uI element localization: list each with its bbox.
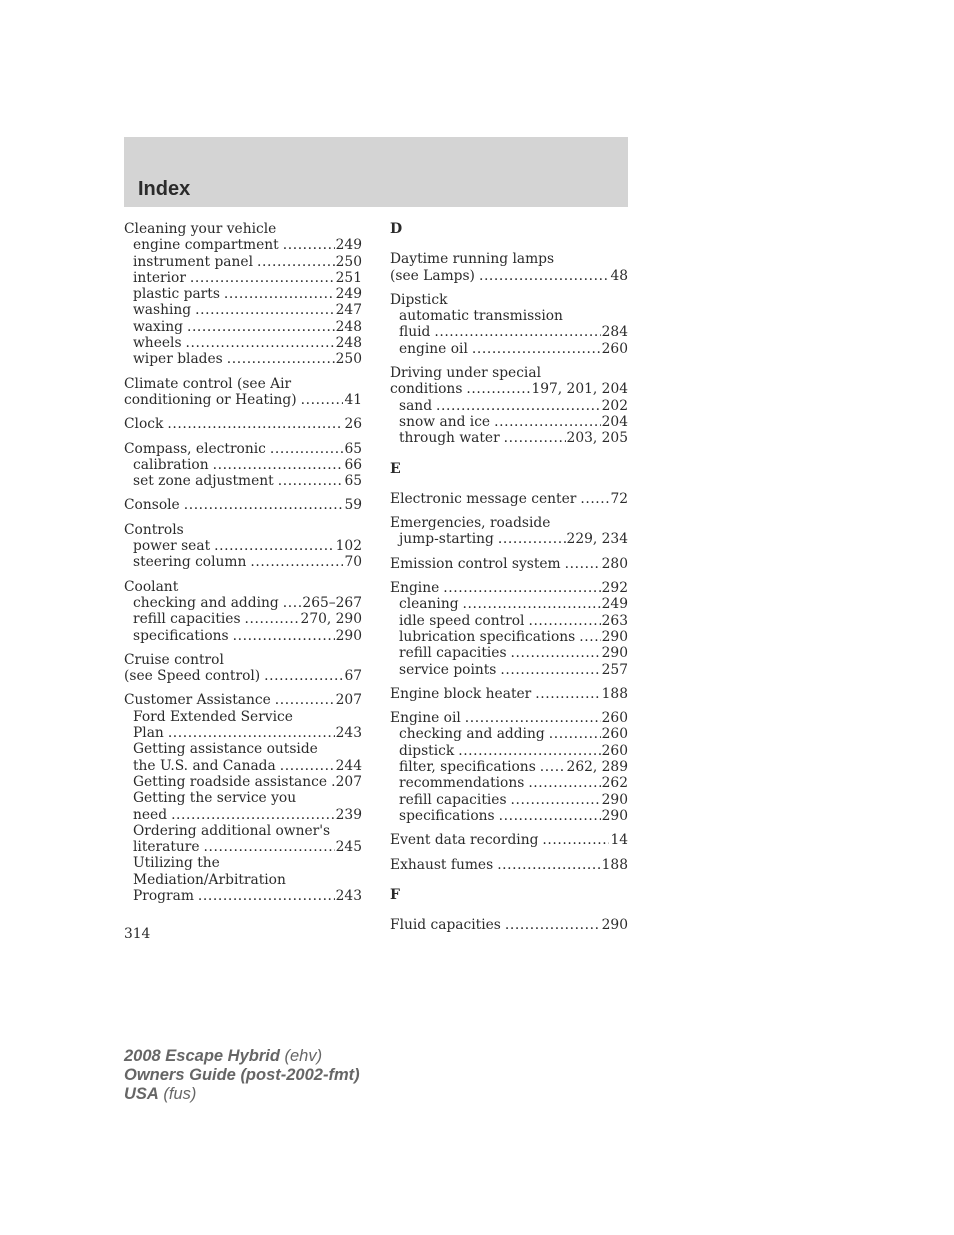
page-reference: 59 <box>344 497 362 514</box>
index-subentry <box>124 302 362 318</box>
page-reference: 202 <box>601 397 628 414</box>
dot-leader <box>250 554 343 570</box>
index-subentry <box>390 759 628 775</box>
index-heading <box>124 497 362 513</box>
entry-text: Compass, electronic <box>124 440 266 457</box>
dot-leader <box>331 774 335 790</box>
page-reference: 102 <box>335 538 362 555</box>
index-entry <box>390 556 628 572</box>
index-heading <box>124 441 362 457</box>
page-reference: 260 <box>601 742 628 759</box>
index-subentry <box>390 726 628 742</box>
dot-leader <box>535 686 600 702</box>
index-subentry <box>124 628 362 644</box>
page-reference: 245 <box>335 839 362 856</box>
index-heading <box>390 857 628 873</box>
page-reference: 244 <box>335 757 362 774</box>
index-subentry <box>124 351 362 367</box>
dot-leader <box>497 857 600 873</box>
entry-text: engine compartment <box>133 237 279 254</box>
dot-leader <box>214 538 335 554</box>
index-subentry <box>124 335 362 351</box>
dot-leader <box>167 416 343 432</box>
index-subentry <box>124 270 362 286</box>
page-reference: 197, 201, 204 <box>531 381 628 398</box>
dot-leader <box>434 324 600 340</box>
dot-leader <box>270 441 344 457</box>
entry-text: engine oil <box>399 340 468 357</box>
entry-text: Emission control system <box>390 555 561 572</box>
dot-leader <box>186 335 335 351</box>
page-reference: 250 <box>335 351 362 368</box>
entry-text: Plan <box>133 725 164 742</box>
index-entry <box>390 832 628 848</box>
index-column-left <box>124 221 362 912</box>
page-reference: 41 <box>344 391 362 408</box>
index-entry <box>124 376 362 409</box>
page-reference: 263 <box>601 612 628 629</box>
page-reference: 48 <box>610 267 628 284</box>
page-reference: 188 <box>601 685 628 702</box>
index-subentry <box>124 839 362 855</box>
dot-leader <box>505 917 601 933</box>
entry-text: refill capacities <box>399 645 507 662</box>
header-band <box>124 137 628 207</box>
page-reference: 65 <box>344 440 362 457</box>
page-reference: 249 <box>335 237 362 254</box>
section-letter: E <box>390 460 401 477</box>
index-heading <box>390 381 628 397</box>
entry-text: power seat <box>133 538 211 555</box>
index-subentry <box>390 398 628 414</box>
index-subentry <box>124 457 362 473</box>
index-heading <box>124 376 362 392</box>
dot-leader <box>278 473 344 489</box>
index-subentry <box>124 758 362 774</box>
dot-leader <box>204 839 335 855</box>
entry-text: Mediation/Arbitration <box>133 871 286 888</box>
dot-leader <box>184 497 344 513</box>
entry-text: Getting assistance outside <box>133 741 318 758</box>
entry-text: jump-starting <box>399 531 494 548</box>
index-heading <box>390 580 628 596</box>
index-heading <box>124 392 362 408</box>
dot-leader <box>264 668 343 684</box>
index-heading <box>124 579 362 595</box>
entry-text: Driving under special <box>390 365 541 382</box>
index-entry <box>390 515 628 548</box>
dot-leader <box>436 398 601 414</box>
index-entry <box>124 441 362 490</box>
dot-leader <box>528 775 600 791</box>
index-entry <box>124 221 362 368</box>
dot-leader <box>500 662 600 678</box>
index-subentry <box>124 888 362 904</box>
page-reference: 66 <box>344 456 362 473</box>
footer <box>124 1047 360 1104</box>
index-subentry <box>124 595 362 611</box>
entry-text: Program <box>133 887 194 904</box>
entry-text: washing <box>133 302 192 319</box>
entry-text: lubrication specifications <box>399 628 576 645</box>
page-reference: 249 <box>601 596 628 613</box>
dot-leader <box>542 832 609 848</box>
dot-leader <box>283 237 335 253</box>
entry-text: sand <box>399 397 433 414</box>
index-subentry <box>390 414 628 430</box>
entry-text: Cleaning your vehicle <box>124 221 277 237</box>
entry-text: Getting the service you <box>133 790 297 807</box>
entry-text: Ordering additional owner's <box>133 822 331 839</box>
entry-text: service points <box>399 661 497 678</box>
entry-text: Cruise control <box>124 651 224 668</box>
footer-line-3: USA (fus) <box>124 1085 197 1103</box>
dot-leader <box>472 341 601 357</box>
index-heading <box>124 668 362 684</box>
index-subentry <box>390 792 628 808</box>
footer-line-2: Owners Guide (post-2002-fmt) <box>124 1066 360 1084</box>
page-reference: 26 <box>344 416 362 433</box>
entry-text: conditioning or Heating) <box>124 391 297 408</box>
dot-leader <box>463 596 601 612</box>
section-letter: F <box>390 886 400 903</box>
dot-leader <box>498 531 566 547</box>
page-reference: 207 <box>335 773 362 790</box>
index-subentry <box>124 709 362 725</box>
index-entry <box>390 710 628 824</box>
entry-text: specifications <box>133 627 229 644</box>
entry-text: Engine block heater <box>390 685 532 702</box>
index-subentry <box>390 308 628 324</box>
page-reference: 188 <box>601 856 628 873</box>
index-subentry <box>124 823 362 839</box>
entry-text: Daytime running lamps <box>390 251 555 268</box>
page-reference: 248 <box>335 335 362 352</box>
entry-text: Engine <box>390 580 440 597</box>
entry-text: Ford Extended Service <box>133 708 293 725</box>
entry-text: set zone adjustment <box>133 473 274 490</box>
section-letter: D <box>390 221 403 237</box>
index-heading <box>124 652 362 668</box>
dot-leader <box>540 759 566 775</box>
entry-text: Dipstick <box>390 291 448 308</box>
index-heading <box>390 686 628 702</box>
entry-text: literature <box>133 839 200 856</box>
dot-leader <box>227 351 335 367</box>
dot-leader <box>494 414 601 430</box>
entry-text: checking and adding <box>399 726 545 743</box>
page-reference: 204 <box>601 413 628 430</box>
dot-leader <box>190 270 335 286</box>
index-subentry <box>390 430 628 446</box>
entry-text: Climate control (see Air <box>124 375 292 392</box>
entry-text: Exhaust fumes <box>390 856 494 873</box>
entry-text: checking and adding <box>133 594 279 611</box>
index-subentry <box>124 473 362 489</box>
index-entry <box>390 857 628 873</box>
page-reference: 243 <box>335 887 362 904</box>
dot-leader <box>198 888 335 904</box>
index-subentry <box>390 596 628 612</box>
page-reference: 290 <box>601 645 628 662</box>
index-entry <box>124 692 362 904</box>
dot-leader <box>465 710 601 726</box>
entry-text: (see Lamps) <box>390 267 475 284</box>
entry-text: instrument panel <box>133 253 253 270</box>
index-subentry <box>124 286 362 302</box>
index-subentry <box>390 775 628 791</box>
dot-leader <box>187 319 335 335</box>
index-subentry <box>124 611 362 627</box>
dot-leader <box>245 611 300 627</box>
entry-text: cleaning <box>399 596 459 613</box>
index-heading <box>124 416 362 432</box>
index-heading <box>124 221 362 237</box>
index-subentry <box>390 743 628 759</box>
page-reference: 257 <box>601 661 628 678</box>
index-entry <box>390 917 628 933</box>
index-subentry <box>124 790 362 806</box>
index-heading <box>390 556 628 572</box>
index-subentry <box>124 538 362 554</box>
page-reference: 270, 290 <box>300 611 362 628</box>
index-heading <box>390 710 628 726</box>
index-subentry <box>124 319 362 335</box>
index-heading <box>390 365 628 381</box>
page-reference: 262 <box>601 775 628 792</box>
index-subentry <box>124 807 362 823</box>
dot-leader <box>168 725 335 741</box>
page-reference: 290 <box>601 628 628 645</box>
entry-text: idle speed control <box>399 612 525 629</box>
entry-text: Engine oil <box>390 710 461 727</box>
index-entry <box>124 522 362 571</box>
entry-text: Event data recording <box>390 832 539 849</box>
page-reference: 14 <box>610 832 628 849</box>
index-heading <box>390 515 628 531</box>
entry-text: (see Speed control) <box>124 668 261 685</box>
index-subentry <box>390 531 628 547</box>
index-subentry <box>124 774 362 790</box>
index-subentry <box>124 855 362 871</box>
dot-leader <box>458 743 600 759</box>
page-reference: 243 <box>335 725 362 742</box>
entry-text: interior <box>133 269 186 286</box>
index-column-right <box>390 221 628 941</box>
entry-text: filter, specifications <box>399 759 536 776</box>
index-subentry <box>124 741 362 757</box>
dot-leader <box>275 692 335 708</box>
entry-text: recommendations <box>399 775 525 792</box>
index-subentry <box>124 237 362 253</box>
index-subentry <box>124 872 362 888</box>
index-heading <box>390 491 628 507</box>
entry-text: waxing <box>133 318 183 335</box>
entry-text: refill capacities <box>399 791 507 808</box>
dot-leader <box>213 457 344 473</box>
page-reference: 280 <box>601 555 628 572</box>
dot-leader <box>283 595 302 611</box>
dot-leader <box>195 302 335 318</box>
index-entry <box>390 251 628 284</box>
entry-text: conditions <box>390 381 463 398</box>
dot-leader <box>528 613 600 629</box>
dot-leader <box>171 807 335 823</box>
dot-leader <box>579 629 600 645</box>
entry-text: steering column <box>133 554 247 571</box>
page-reference: 260 <box>601 340 628 357</box>
page-number: 314 <box>124 926 151 942</box>
page-reference: 251 <box>335 269 362 286</box>
page-reference: 249 <box>335 286 362 303</box>
page-reference: 67 <box>344 668 362 685</box>
page-reference: 290 <box>601 807 628 824</box>
index-entry <box>390 292 628 357</box>
dot-leader <box>280 758 335 774</box>
index-subentry <box>390 341 628 357</box>
dot-leader <box>565 556 601 572</box>
index-heading <box>390 268 628 284</box>
index-entry <box>390 686 628 702</box>
page-title: Index <box>138 178 191 200</box>
dot-leader <box>224 286 335 302</box>
entry-text: calibration <box>133 456 209 473</box>
entry-text: the U.S. and Canada <box>133 757 276 774</box>
entry-text: automatic transmission <box>399 308 563 325</box>
dot-leader <box>511 645 601 661</box>
entry-text: fluid <box>399 324 431 341</box>
page-reference: 290 <box>601 791 628 808</box>
dot-leader <box>466 381 530 397</box>
page-reference: 290 <box>601 917 628 934</box>
index-subentry <box>124 254 362 270</box>
page-reference: 265–267 <box>302 594 362 611</box>
entry-text: snow and ice <box>399 413 491 430</box>
page-reference: 260 <box>601 710 628 727</box>
index-subentry <box>124 725 362 741</box>
entry-text: refill capacities <box>133 611 241 628</box>
index-heading <box>390 832 628 848</box>
footer-line-1: 2008 Escape Hybrid (ehv) <box>124 1047 323 1065</box>
dot-leader <box>499 808 601 824</box>
index-subentry <box>390 613 628 629</box>
page-reference: 260 <box>601 726 628 743</box>
page-reference: 247 <box>335 302 362 319</box>
entry-text: Coolant <box>124 578 179 595</box>
page-reference: 290 <box>335 627 362 644</box>
dot-leader <box>301 392 344 408</box>
entry-text: specifications <box>399 807 495 824</box>
page-reference: 284 <box>601 324 628 341</box>
index-subentry <box>390 808 628 824</box>
entry-text: Getting roadside assistance <box>133 773 328 790</box>
page-reference: 72 <box>610 490 628 507</box>
entry-text: Clock <box>124 416 164 433</box>
entry-text: Controls <box>124 521 184 538</box>
entry-text: Emergencies, roadside <box>390 515 551 532</box>
entry-text: through water <box>399 430 500 447</box>
page-reference: 203, 205 <box>566 430 628 447</box>
index-entry <box>390 491 628 507</box>
index-entry <box>124 652 362 685</box>
page-reference: 229, 234 <box>566 531 628 548</box>
dot-leader <box>511 792 601 808</box>
page-reference: 262, 289 <box>566 759 628 776</box>
index-subentry <box>390 645 628 661</box>
index-entry <box>124 497 362 513</box>
page-reference: 292 <box>601 580 628 597</box>
page-reference: 70 <box>344 554 362 571</box>
index-entry <box>390 365 628 446</box>
index-subentry <box>390 662 628 678</box>
entry-text: need <box>133 806 168 823</box>
dot-leader <box>479 268 609 284</box>
dot-leader <box>580 491 609 507</box>
dot-leader <box>443 580 600 596</box>
page-reference: 207 <box>335 692 362 709</box>
index-subentry <box>390 629 628 645</box>
index-subentry <box>390 324 628 340</box>
entry-text: dipstick <box>399 742 455 759</box>
index-heading <box>390 917 628 933</box>
page-reference: 239 <box>335 806 362 823</box>
index-heading <box>390 292 628 308</box>
entry-text: Console <box>124 497 180 514</box>
index-heading <box>390 251 628 267</box>
dot-leader <box>233 628 335 644</box>
index-entry <box>124 416 362 432</box>
entry-text: plastic parts <box>133 286 220 303</box>
entry-text: Fluid capacities <box>390 917 501 934</box>
entry-text: wiper blades <box>133 351 223 368</box>
entry-text: wheels <box>133 335 182 352</box>
entry-text: Customer Assistance <box>124 692 271 709</box>
dot-leader <box>257 254 335 270</box>
page-reference: 250 <box>335 253 362 270</box>
index-heading <box>124 522 362 538</box>
entry-text: Electronic message center <box>390 490 577 507</box>
index-subentry <box>124 554 362 570</box>
dot-leader <box>504 430 566 446</box>
index-entry <box>390 580 628 678</box>
index-heading <box>124 692 362 708</box>
index-entry <box>124 579 362 644</box>
page-reference: 65 <box>344 473 362 490</box>
dot-leader <box>549 726 601 742</box>
page-reference: 248 <box>335 318 362 335</box>
entry-text: Utilizing the <box>133 855 220 872</box>
